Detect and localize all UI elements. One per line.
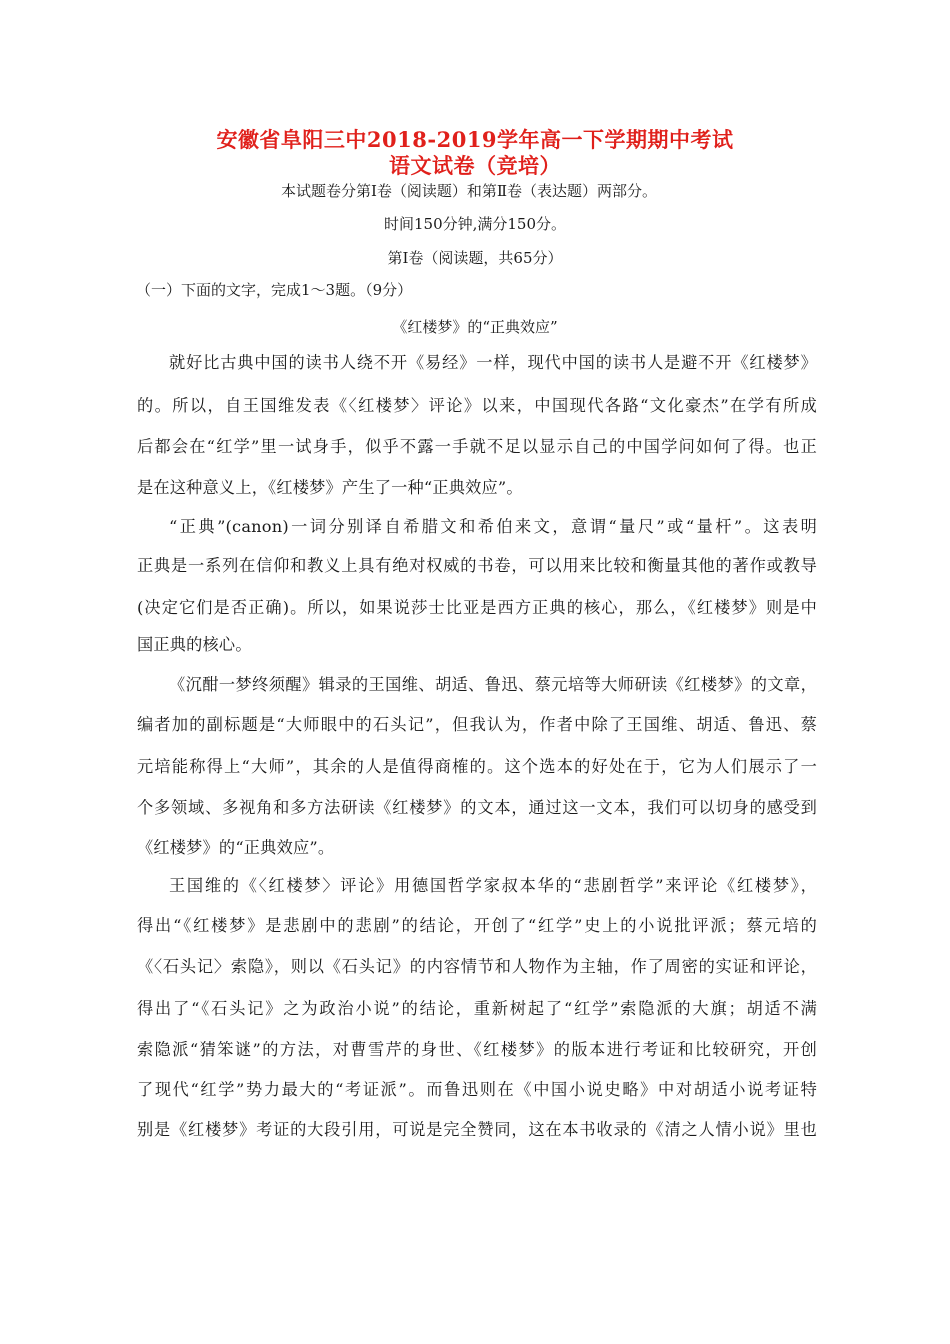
article-title: 《红楼梦》的“正典效应” xyxy=(392,318,558,336)
text-line: 《沉酣一梦终须醒》辑录的王国维、胡适、鲁迅、蔡元培等大师研读《红楼梦》的文章， xyxy=(169,675,817,694)
text-line: 别是《红楼梦》考证的大段引用，可说是完全赞同，这在本书收录的《清之人情小说》里也 xyxy=(137,1120,817,1139)
text-line: 是在这种意义上，《红楼梦》产生了一种“正典效应”。 xyxy=(137,478,523,497)
text-line: 就好比古典中国的读书人绕不开《易经》一样，现代中国的读书人是避不开《红楼梦》 xyxy=(169,353,817,372)
text-line: (决定它们是否正确)。所以，如果说莎士比亚是西方正典的核心，那么，《红楼梦》则是中 xyxy=(137,598,817,617)
volume-heading: 第Ⅰ卷（阅读题，共65分） xyxy=(387,249,563,267)
text-line: 编者加的副标题是“大师眼中的石头记”，但我认为，作者中除了王国维、胡适、鲁迅、蔡 xyxy=(137,715,817,734)
text-line: 得出了“《石头记》之为政治小说”的结论，重新树起了“红学”索隐派的大旗；胡适不满 xyxy=(137,999,817,1018)
text-line: 了现代“红学”势力最大的“考证派”。而鲁迅则在《中国小说史略》中对胡适小说考证特 xyxy=(137,1080,817,1099)
text-line: 《红楼梦》的“正典效应”。 xyxy=(137,838,335,857)
exam-intro-time: 时间150分钟,满分150分。 xyxy=(383,215,567,233)
text-line: 后都会在“红学”里一试身手，似乎不露一手就不足以显示自己的中国学问如何了得。也正 xyxy=(137,437,817,456)
text-line: “正典”(canon)一词分别译自希腊文和希伯来文，意谓“量尺”或“量杆”。这表明 xyxy=(169,517,817,536)
exam-intro-structure: 本试题卷分第Ⅰ卷（阅读题）和第Ⅱ卷（表达题）两部分。 xyxy=(280,182,658,200)
text-line: 得出“《红楼梦》是悲剧中的悲剧”的结论，开创了“红学”史上的小说批评派；蔡元培的 xyxy=(137,916,817,935)
text-line: 的。所以，自王国维发表《〈红楼梦〉评论》以来，中国现代各路“文化豪杰”在学有所成 xyxy=(137,396,817,415)
text-line: 索隐派“猜笨谜”的方法，对曹雪芹的身世、《红楼梦》的版本进行考证和比较研究，开创 xyxy=(137,1040,817,1059)
text-line: 王国维的《〈红楼梦〉评论》用德国哲学家叔本华的“悲剧哲学”来评论《红楼梦》， xyxy=(169,876,817,895)
text-line: 正典是一系列在信仰和教义上具有绝对权威的书卷，可以用来比较和衡量其他的著作或教导 xyxy=(137,556,817,575)
exam-title: 安徽省阜阳三中2018-2019学年高一下学期期中考试 xyxy=(216,127,734,152)
text-line: 《〈石头记〉索隐》，则以《石头记》的内容情节和人物作为主轴，作了周密的实证和评论， xyxy=(137,957,817,976)
text-line: 元培能称得上“大师”，其余的人是值得商榷的。这个选本的好处在于，它为人们展示了一 xyxy=(137,757,817,776)
text-line: 国正典的核心。 xyxy=(137,635,252,654)
section-heading: （一）下面的文字，完成1～3题。（9分） xyxy=(136,281,413,299)
text-line: 个多领域、多视角和多方法研读《红楼梦》的文本，通过这一文本，我们可以切身的感受到 xyxy=(137,798,817,817)
exam-subtitle: 语文试卷（竞培） xyxy=(389,153,561,178)
